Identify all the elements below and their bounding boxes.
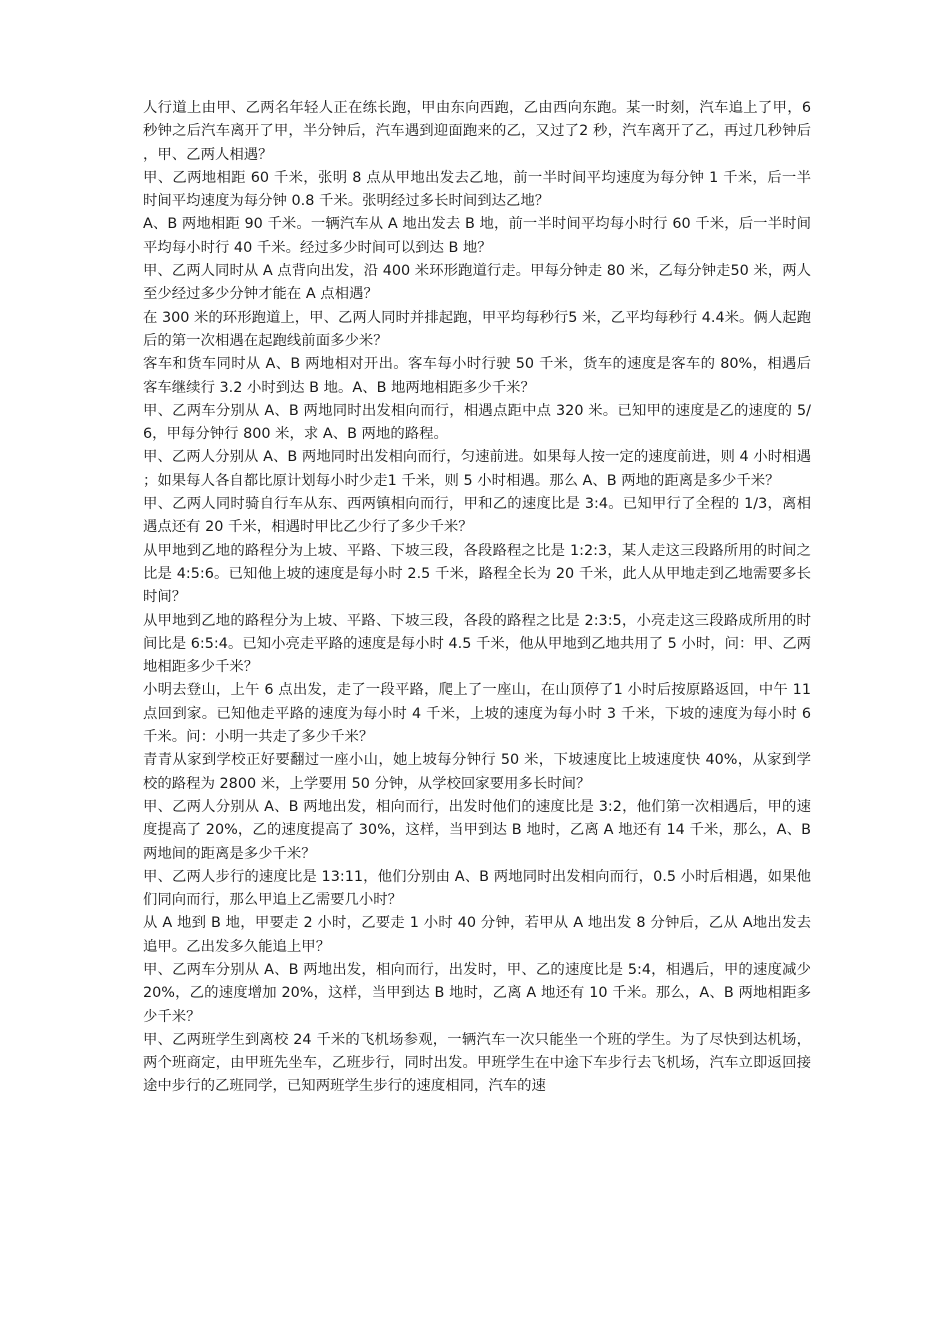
problem-paragraph: 甲、乙两人步行的速度比是 13:11，他们分别由 A、B 两地同时出发相向而行，0.5 小时后相遇，如果他们同向而行，那么甲追上乙需要几小时？: [143, 868, 811, 909]
document-body: [143, 97, 811, 1099]
problem-paragraph: 甲、乙两人分别从 A、B 两地出发，相向而行，出发时他们的速度比是 3:2，他们第一次相遇后，甲的速度提高了 20%，乙的速度提高了 30%，这样，当甲到达 B 地时，乙离 A 地还有 14 千米，那么，A、B 两地间的距离是多少千米？: [143, 798, 811, 862]
problem-paragraph: A、B 两地相距 90 千米。一辆汽车从 A 地出发去 B 地，前一半时间平均每小时行 60 千米，后一半时间平均每小时行 40 千米。经过多少时间可以到达 B 地？: [143, 216, 811, 256]
problem-paragraph: 甲、乙两车分别从 A、B 两地出发，相向而行，出发时，甲、乙的速度比是 5:4，相遇后，甲的速度减少 20%，乙的速度增加 20%，这样，当甲到达 B 地时，乙离 A 地还有 10 千米。那么，A、B 两地相距多少千米？: [143, 961, 811, 1025]
problem-paragraph: 从甲地到乙地的路程分为上坡、平路、下坡三段，各段的路程之比是 2:3:5，小亮走这三段路成所用的时间比是 6:5:4。已知小亮走平路的速度是每小时 4.5 千米，他从甲地到乙地共用了 5 小时，问：甲、乙两地相距多少千米？: [143, 612, 811, 676]
problem-paragraph: 甲、乙两人分别从 A、B 两地同时出发相向而行，匀速前进。如果每人按一定的速度前进，则 4 小时相遇；如果每人各自都比原计划每小时少走1 千米，则 5 小时相遇。那么 A、B 两地的距离是多少千米？: [143, 449, 811, 489]
problem-paragraph: 从甲地到乙地的路程分为上坡、平路、下坡三段，各段路程之比是 1:2:3，某人走这三段路所用的时间之比是 4:5:6。已知他上坡的速度是每小时 2.5 千米，路程全长为 20 千米，此人从甲地走到乙地需要多长时间？: [143, 542, 811, 606]
problem-paragraph: 在 300 米的环形跑道上，甲、乙两人同时并排起跑，甲平均每秒行5 米，乙平均每秒行 4.4米。俩人起跑后的第一次相遇在起跑线前面多少米？: [143, 309, 811, 349]
problem-paragraph: 小明去登山，上午 6 点出发，走了一段平路，爬上了一座山，在山顶停了1 小时后按原路返回，中午 11 点回到家。已知他走平路的速度为每小时 4 千米，上坡的速度为每小时 3 千米，下坡的速度为每小时 6 千米。问：小明一共走了多少千米？: [143, 682, 811, 746]
problem-paragraph: 青青从家到学校正好要翻过一座小山，她上坡每分钟行 50 米，下坡速度比上坡速度快 40%，从家到学校的路程为 2800 米，上学要用 50 分钟，从学校回家要用多长时间？: [143, 752, 811, 792]
problem-paragraph: 客车和货车同时从 A、B 两地相对开出。客车每小时行驶 50 千米，货车的速度是客车的 80%，相遇后客车继续行 3.2 小时到达 B 地。A、B 地两地相距多少千米？: [143, 356, 811, 396]
problem-paragraph: 甲、乙两人同时从 A 点背向出发，沿 400 米环形跑道行走。甲每分钟走 80 米，乙每分钟走50 米，两人至少经过多少分钟才能在 A 点相遇？: [143, 263, 811, 303]
problem-paragraph: 甲、乙两车分别从 A、B 两地同时出发相向而行，相遇点距中点 320 米。已知甲的速度是乙的速度的 5/6，甲每分钟行 800 米，求 A、B 两地的路程。: [143, 402, 811, 443]
problem-paragraph: 甲、乙两班学生到离校 24 千米的飞机场参观，一辆汽车一次只能坐一个班的学生。为了尽快到达机场，两个班商定，由甲班先坐车，乙班步行，同时出发。甲班学生在中途下车步行去飞机场，汽车立即返回接途中步行的乙班同学，已知两班学生步行的速度相同，汽车的速: [143, 1031, 811, 1095]
problem-paragraph: 甲、乙两地相距 60 千米，张明 8 点从甲地出发去乙地，前一半时间平均速度为每分钟 1 千米，后一半时间平均速度为每分钟 0.8 千米。张明经过多长时间到达乙地？: [143, 169, 811, 210]
problem-paragraph: 从 A 地到 B 地，甲要走 2 小时，乙要走 1 小时 40 分钟，若甲从 A 地出发 8 分钟后，乙从 A地出发去追甲。乙出发多久能追上甲？: [143, 915, 811, 955]
problem-paragraph: 人行道上由甲、乙两名年轻人正在练长跑，甲由东向西跑，乙由西向东跑。某一时刻，汽车追上了甲，6 秒钟之后汽车离开了甲，半分钟后，汽车遇到迎面跑来的乙，又过了2 秒，汽车离开了乙，再过几秒钟后，甲、乙两人相遇？: [143, 100, 811, 163]
problem-paragraph: 甲、乙两人同时骑自行车从东、西两镇相向而行，甲和乙的速度比是 3:4。已知甲行了全程的 1/3，离相遇点还有 20 千米，相遇时甲比乙少行了多少千米？: [143, 496, 811, 536]
